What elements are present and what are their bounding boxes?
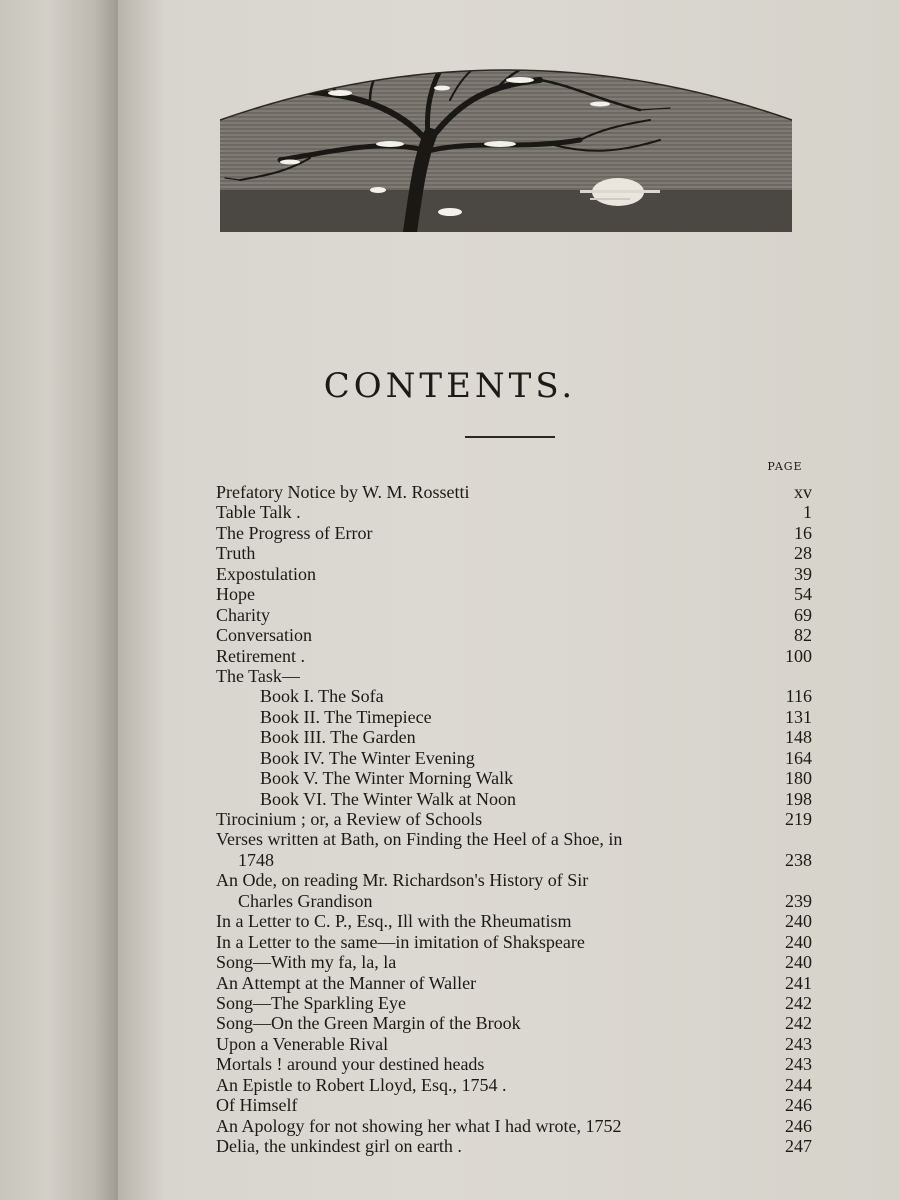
- toc-page: 100: [785, 645, 812, 666]
- toc-page: 164: [785, 747, 812, 768]
- toc-section-heading: [216, 666, 812, 686]
- toc-page: 241: [785, 972, 812, 993]
- toc-entry: [216, 1054, 812, 1074]
- toc-entry: [216, 727, 812, 747]
- toc-title: Conversation: [216, 625, 312, 646]
- toc-title: Book I. The Sofa: [260, 686, 384, 707]
- toc-title: In a Letter to the same—in imitation of Shakspeare: [216, 931, 585, 952]
- toc-page: 242: [785, 1013, 812, 1034]
- toc-title: Truth: [216, 543, 256, 564]
- toc-page: 242: [785, 992, 812, 1013]
- toc-entry: [216, 543, 812, 563]
- toc-page: 219: [785, 809, 812, 829]
- winter-tree-engraving: [220, 40, 792, 232]
- toc-entry: [216, 1095, 812, 1115]
- toc-title: Book IV. The Winter Evening: [260, 747, 475, 768]
- toc-entry-continued: [216, 891, 812, 911]
- toc-title: Book VI. The Winter Walk at Noon: [260, 788, 516, 809]
- toc-entry: [216, 973, 812, 993]
- toc-entry: [216, 1075, 812, 1095]
- toc-page: 39: [794, 563, 812, 584]
- toc-title: Tirocinium ; or, a Review of Schools: [216, 809, 483, 829]
- toc-entry: [216, 1034, 812, 1054]
- toc-page: 239: [785, 890, 812, 911]
- toc-title: Charity: [216, 604, 270, 625]
- toc-title: Song—On the Green Margin of the Brook: [216, 1013, 521, 1034]
- toc-page: 16: [794, 522, 812, 543]
- toc-page: 180: [785, 768, 812, 789]
- toc-title: Book III. The Garden: [260, 727, 416, 748]
- toc-page: 198: [785, 788, 812, 809]
- toc-entry: [216, 625, 812, 645]
- toc-page: 246: [785, 1095, 812, 1116]
- toc-page: 82: [794, 625, 812, 646]
- toc-entry-continued: [216, 850, 812, 870]
- toc-page: 69: [794, 604, 812, 625]
- toc-entry: [216, 502, 812, 522]
- toc-title: Prefatory Notice by W. M. Rossetti: [216, 482, 470, 502]
- toc-entry: [216, 1136, 812, 1156]
- toc-page: 243: [785, 1054, 812, 1075]
- toc-title: Table Talk .: [216, 502, 301, 523]
- toc-page: 243: [785, 1033, 812, 1054]
- toc-page: 244: [785, 1074, 812, 1095]
- toc-title: Mortals ! around your destined heads: [216, 1054, 485, 1075]
- toc-entry: [216, 911, 812, 931]
- toc-entry: [216, 952, 812, 972]
- toc-entry: [216, 932, 812, 952]
- toc-title: The Progress of Error: [216, 522, 373, 543]
- toc-page: 54: [794, 584, 812, 605]
- toc-title: Hope: [216, 584, 255, 605]
- toc-page: 240: [785, 911, 812, 932]
- toc-entry: [216, 768, 812, 788]
- toc-title: An Apology for not showing her what I had wrote, 1752: [216, 1115, 622, 1136]
- toc-title: Song—The Sparkling Eye: [216, 992, 406, 1013]
- toc-title: Retirement .: [216, 645, 305, 666]
- toc-page: 28: [794, 543, 812, 564]
- toc-page: 240: [785, 952, 812, 973]
- toc-entry: [216, 870, 812, 890]
- toc-title: Upon a Venerable Rival: [216, 1033, 389, 1054]
- toc-page: 240: [785, 931, 812, 952]
- toc-entry: [216, 809, 812, 829]
- toc-page: 1: [803, 502, 812, 523]
- toc-title: An Ode, on reading Mr. Richardson's History of Sir: [216, 870, 589, 891]
- toc-entry: [216, 1116, 812, 1136]
- title-rule: [465, 436, 555, 438]
- toc-entry: [216, 564, 812, 584]
- toc-page: xv: [794, 482, 812, 502]
- toc-entry: [216, 523, 812, 543]
- toc-page: 116: [785, 686, 812, 707]
- toc-page: 246: [785, 1115, 812, 1136]
- toc-entry: [216, 605, 812, 625]
- toc-title: Delia, the unkindest girl on earth .: [216, 1136, 462, 1156]
- toc-page: 131: [785, 706, 812, 727]
- toc-title: Of Himself: [216, 1095, 298, 1116]
- toc-page: 148: [785, 727, 812, 748]
- toc-title: An Epistle to Robert Lloyd, Esq., 1754 .: [216, 1074, 507, 1095]
- toc-entry: [216, 707, 812, 727]
- page-title: CONTENTS.: [323, 366, 577, 406]
- toc-entry: [216, 686, 812, 706]
- toc-entry: [216, 1013, 812, 1033]
- toc-title: Book V. The Winter Morning Walk: [260, 768, 514, 789]
- toc-title: In a Letter to C. P., Esq., Ill with the Rheumatism: [216, 911, 572, 932]
- toc-title: Charles Grandison: [238, 890, 373, 911]
- toc-title: 1748: [238, 849, 274, 870]
- toc-entry: [216, 482, 812, 502]
- toc-entry: [216, 646, 812, 666]
- toc-title: Verses written at Bath, on Finding the Heel of a Shoe, in: [216, 829, 623, 850]
- book-gutter: [0, 0, 118, 1200]
- toc-entry: [216, 584, 812, 604]
- contents-list: [216, 482, 812, 1156]
- toc-title: Expostulation: [216, 563, 316, 584]
- toc-title: An Attempt at the Manner of Waller: [216, 972, 477, 993]
- toc-entry: [216, 829, 812, 849]
- toc-page: 238: [785, 849, 812, 870]
- toc-title: Book II. The Timepiece: [260, 706, 432, 727]
- toc-page: 247: [785, 1136, 812, 1156]
- toc-title: Song—With my fa, la, la: [216, 952, 397, 973]
- page-column-label: PAGE: [767, 460, 803, 473]
- toc-entry: [216, 789, 812, 809]
- toc-entry: [216, 993, 812, 1013]
- toc-entry: [216, 748, 812, 768]
- toc-title: The Task—: [216, 665, 300, 686]
